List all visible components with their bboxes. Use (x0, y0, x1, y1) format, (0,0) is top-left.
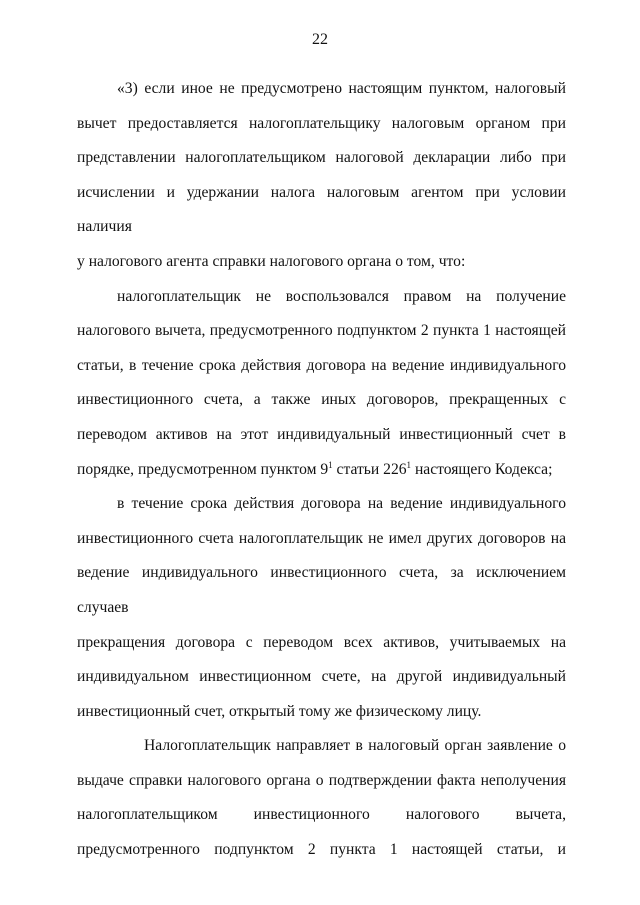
text-line: вычет предоставляется налогоплательщику налоговым органом при (77, 114, 566, 132)
text-fragment: настоящего Кодекса; (411, 460, 553, 478)
text-fragment: порядке, предусмотренном пунктом 9 (77, 460, 329, 478)
text-line: налогоплательщиком инвестиционного налогового вычета, (77, 806, 566, 824)
text-line: инвестиционного счета налогоплательщик не имел других договоров на (77, 529, 566, 547)
superscript: 1 (406, 459, 412, 470)
text-line: «3) если иное не предусмотрено настоящим пунктом, налоговый (117, 80, 566, 97)
text-fragment: статьи 226 (332, 460, 407, 478)
paragraph-3 (77, 487, 566, 729)
text-line: в течение срока действия договора на ведение индивидуального (117, 495, 566, 513)
page-number: 22 (312, 31, 328, 48)
text-line: индивидуальном инвестиционном счете, на другой индивидуальный (77, 668, 566, 686)
paragraph-2 (77, 280, 566, 488)
text-line: налогоплательщик не воспользовался правом на получение (117, 287, 566, 305)
superscript: 1 (328, 459, 333, 470)
document-body (77, 72, 566, 868)
text-line: Налогоплательщик направляет в налоговый орган заявление о (144, 737, 566, 755)
text-line: переводом активов на этот индивидуальный инвестиционный счет в (77, 425, 566, 443)
text-line: выдаче справки налогового органа о подтверждении факта неполучения (77, 771, 566, 789)
text-line-with-superscripts (77, 453, 566, 488)
text-line: ведение индивидуального инвестиционного счета, за исключением случаев (77, 564, 566, 616)
text-line: статьи, в течение срока действия договора на ведение индивидуального (77, 356, 566, 374)
text-line: исчислении и удержании налога налоговым агентом при условии наличия (77, 183, 566, 236)
text-line: у налогового агента справки налогового органа о том, что: (77, 252, 466, 270)
paragraph-4 (77, 729, 566, 867)
text-line: предусмотренного подпунктом 2 пункта 1 настоящей статьи, и (77, 841, 566, 859)
text-line: представлении налогоплательщиком налоговой декларации либо при (77, 149, 566, 167)
text-line: инвестиционный счет, открытый тому же физическому лицу. (77, 702, 482, 720)
text-line: прекращения договора с переводом всех активов, учитываемых на (77, 633, 566, 651)
text-line: инвестиционного счета, а также иных договоров, прекращенных с (77, 391, 566, 409)
paragraph-1 (77, 72, 566, 280)
text-line: налогового вычета, предусмотренного подпунктом 2 пункта 1 настоящей (77, 322, 566, 340)
